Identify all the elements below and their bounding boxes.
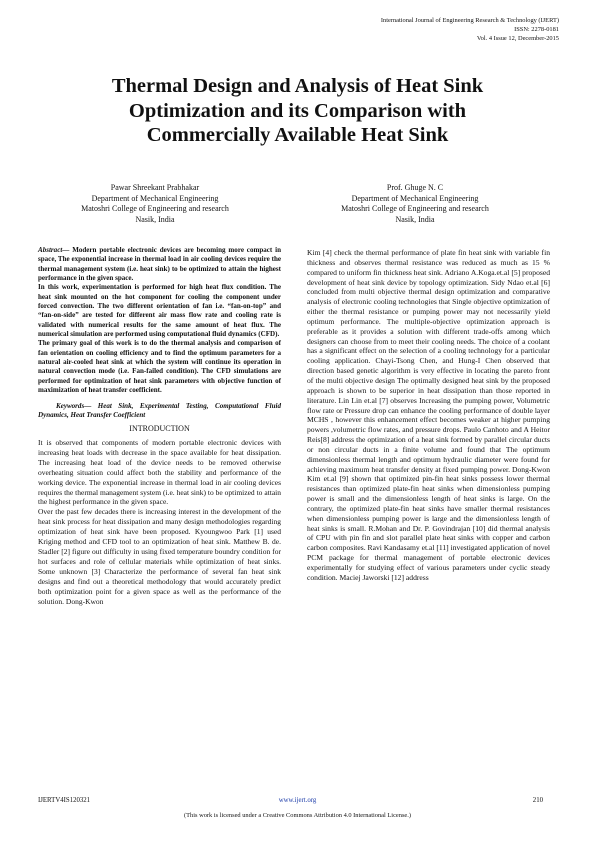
- keywords-lead: Keywords—: [56, 401, 92, 410]
- title-line-2: Optimization and its Comparison with: [128, 99, 467, 122]
- right-column-paragraph: Kim [4] check the thermal performance of plate fin heat sink with variable fin thickness and observes thermal resistance was reduced as much as 15 % compared to uniform fin thickness heat sink. Adriano A.Koga.et.al [5] proposed development of heat sink device by topology optimization. Sidy Ndao et.al [6] concluded from multi objective thermal design optimization and comparative analysis of electronic cooling technologies that Single objective optimization of either the thermal resistance or pumping power may not necessarily yield optimum performance. The multiple-objective optimization approach is preferable as it provides a solution with different trade-offs among which designers can choose from to meet their cooling needs. The choice of a coolant has a significant effect on the selection of a cooling technology for a particular cooling application. Chayi-Tsong Chen, and Hung-I Chen observed that direction based genetic algorithm is very effective in locating the pareto front of the multi objective design The optimally designed heat sink by the proposed approach is shown to be superior in heat dissipation than those reported in literature. Lin Lin et.al [7] observes Increasing the pumping power, Volumetric flow rate or Pressure drop can enhance the cooling performance of double layer MCHS , however this enhancement effect becomes weaker at higher pumping powers ,volumetric flow rates, and pressure drops. Paulo Canhoto and A Heitor Reis[8] address the optimization of a heat sink formed by parallel circular ducts or non circular ducts in a finite volume and found that The optimum dimensionless thermal length and optimum hydraulic diameter were found for achieving maximum heat transfer density at fixed pumping power. Dong-Kwon Kim et.al [9] shown that optimized pin-fin heat sinks possess lower thermal resistances than optimized plate-fin heat sinks when dimensionless pumping power is small and the dimensionless length of heat sinks is large. On the contrary, the optimized plate-fin heat sinks have smaller thermal resistances when dimensionless pumping power is large and the dimensionless length of heat sinks is small. R.Mohan and Dr. P. Govindrajan [10] did thermal analysis of CPU with pin fin and slot parallel plate heat sinks with copper and carbon carbon composites. Ravi Kandasamy et.al [11] investigated application of novel PCM package for thermal management of portable electronic devices experimentally for studying effect of various parameters under cyclic steady condition. Maciej Jaworski [12] address: [307, 248, 550, 582]
- author-city: Nasik, India: [135, 214, 175, 224]
- section-heading-introduction: INTRODUCTION: [129, 424, 190, 434]
- website-link[interactable]: www.ijert.org: [278, 797, 317, 804]
- volume-issue: Vol. 4 Issue 12, December-2015: [476, 35, 559, 42]
- keywords-text: Heat Sink, Experimental Testing, Computational Fluid Dynamics, Heat Transfer Coefficient: [38, 401, 281, 419]
- author-city: Nasik, India: [395, 214, 435, 224]
- author-college: Matoshri College of Engineering and research: [341, 204, 489, 214]
- keywords: [38, 402, 281, 421]
- abstract-paragraph-1: [38, 246, 281, 283]
- paper-title: [30, 74, 565, 148]
- page-number: 210: [532, 797, 543, 804]
- abstract-paragraph-3: The primary goal of this work is to do the thermal analysis and comparison of fan orientation on cooling efficiency and to find the optimum parameters for a natural air-cooled heat sink at which the system will continue its operation in natural convection mode (i.e. Fan-failed condition). The CFD simulations are performed for optimization of heat sink parameters with objective function of maximization of heat transfer coefficient.: [38, 339, 281, 395]
- intro-paragraph-1: It is observed that components of modern portable electronic devices with increasing heat loads with decrease in the space available for heat dissipation. The increasing heat load of the device needs to be removed otherwise overheating situation could affect both the stability and performance of the working device. The exponential increase in thermal load in air cooling devices requires the thermal management system (i.e. heat sink) to be optimized to attain the highest performance in the given space.: [38, 438, 281, 507]
- title-line-1: Thermal Design and Analysis of Heat Sink: [111, 75, 484, 97]
- journal-name: International Journal of Engineering Research & Technology (IJERT): [380, 17, 559, 24]
- author-department: Department of Mechanical Engineering: [351, 193, 479, 203]
- footer-website-wrap: [0, 797, 595, 804]
- abstract-paragraph-2: In this work, experimentation is performed for high heat flux condition. The heat sink mounted on the hot component for cooling the component under forced convection. The two different orientation of fan i.e. “fan-on-top” and “fan-on-side” are tested for different air mass flow rate and cooling rate is validated with numerical results for the same amount of heat flux. The numerical simulation are performed using computational fluid dynamics (CFD).: [38, 283, 281, 339]
- paper-id: IJERTV4IS120321: [38, 797, 91, 804]
- license-note: (This work is licensed under a Creative Commons Attribution 4.0 International License.): [184, 812, 411, 819]
- author-name: Pawar Shreekant Prabhakar: [110, 183, 200, 192]
- author-department: Department of Mechanical Engineering: [91, 193, 219, 203]
- issn: ISSN: 2278-0181: [514, 26, 559, 33]
- author-block-1: [30, 183, 280, 225]
- journal-header: [381, 16, 559, 43]
- author-block-2: [290, 183, 540, 225]
- title-line-3: Commercially Available Heat Sink: [146, 124, 449, 146]
- author-name: Prof. Ghuge N. C: [386, 183, 444, 192]
- right-column: [307, 248, 550, 583]
- left-column: [38, 246, 281, 606]
- abstract-text-1: — Modern portable electronic devices are becoming more compact in space, The exponential increase in thermal load in air cooling devices require the thermal management system (i.e. heat sink) to be optimized to attain the highest performance in the given space.: [38, 246, 281, 283]
- abstract-lead: Abstract: [38, 246, 63, 254]
- author-college: Matoshri College of Engineering and research: [81, 204, 229, 214]
- intro-paragraph-2: Over the past few decades there is increasing interest in the development of the heat sink process for heat dissipation and many design methodologies regarding optimization of heat sink have been proposed. Kyoungwoo Park [1] used Kriging method and CFD tool to an optimization of heat sink. Matthew B. de. Stadler [2] figure out difficulty in using fixed temperature boundry condition for hot surfaces and role of cellular materials while optimization of heat sinks. Some unknown [3] Characterize the performance of several fan heat sink designs and find out a theoretical methodology that would accurately predict both optimization point for a given space as well as the performance of the solution. Dong-Kwon: [38, 507, 281, 606]
